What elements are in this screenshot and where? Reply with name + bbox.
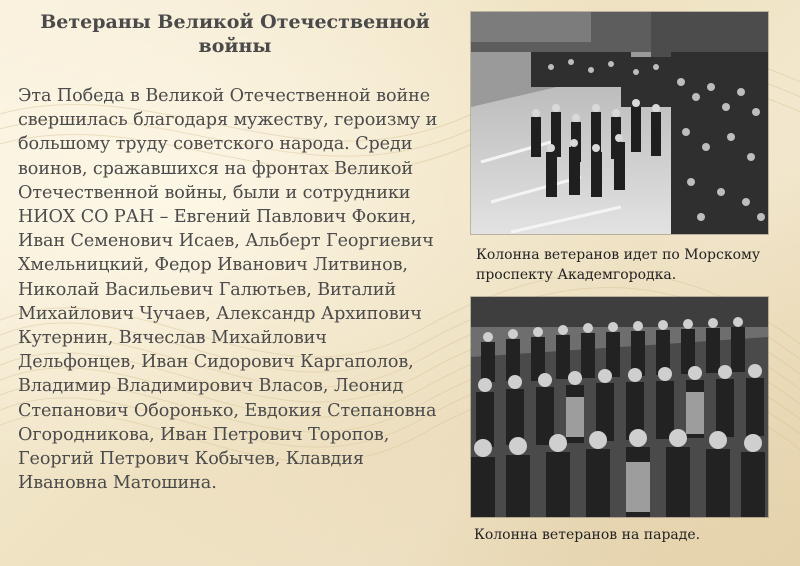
veterans-text: Эта Победа в Великой Отечественной войне свершилась благодаря мужеству, героизму и большому труду советского народа. Среди воинов, сражавшихся на фронтах Великой Отечественной войны, были и сотрудники НИОХ СО РАН – Евгений Павлович Фокин, Иван Семенович Исаев, Альберт Георгиевич Хмельницкий, Федор Иванович Литвинов, Николай Васильевич Галютьев, Виталий Михайлович Чучаев, Александр Архипович Кутернин, Вячеслав Михайлович Дельфонцев, Иван Сидорович Каргаполов, Владимир Владимирович Власов, Леонид Степанович Оборонько, Евдокия Степановна Огородникова, Иван Петрович Торопов, Георгий Петрович Кобычев, Клавдия Ивановна Матошина.	[18, 86, 438, 494]
page-title: Ветераны Великой Отечественной войны	[40, 11, 430, 57]
photo-veterans-parade	[471, 297, 768, 517]
photo-caption-street: Колонна ветеранов идет по Морскому проспекту Академгородка.	[476, 247, 761, 283]
photo-caption-parade: Колонна ветеранов на параде.	[474, 527, 701, 543]
photo-veterans-street	[471, 12, 768, 234]
